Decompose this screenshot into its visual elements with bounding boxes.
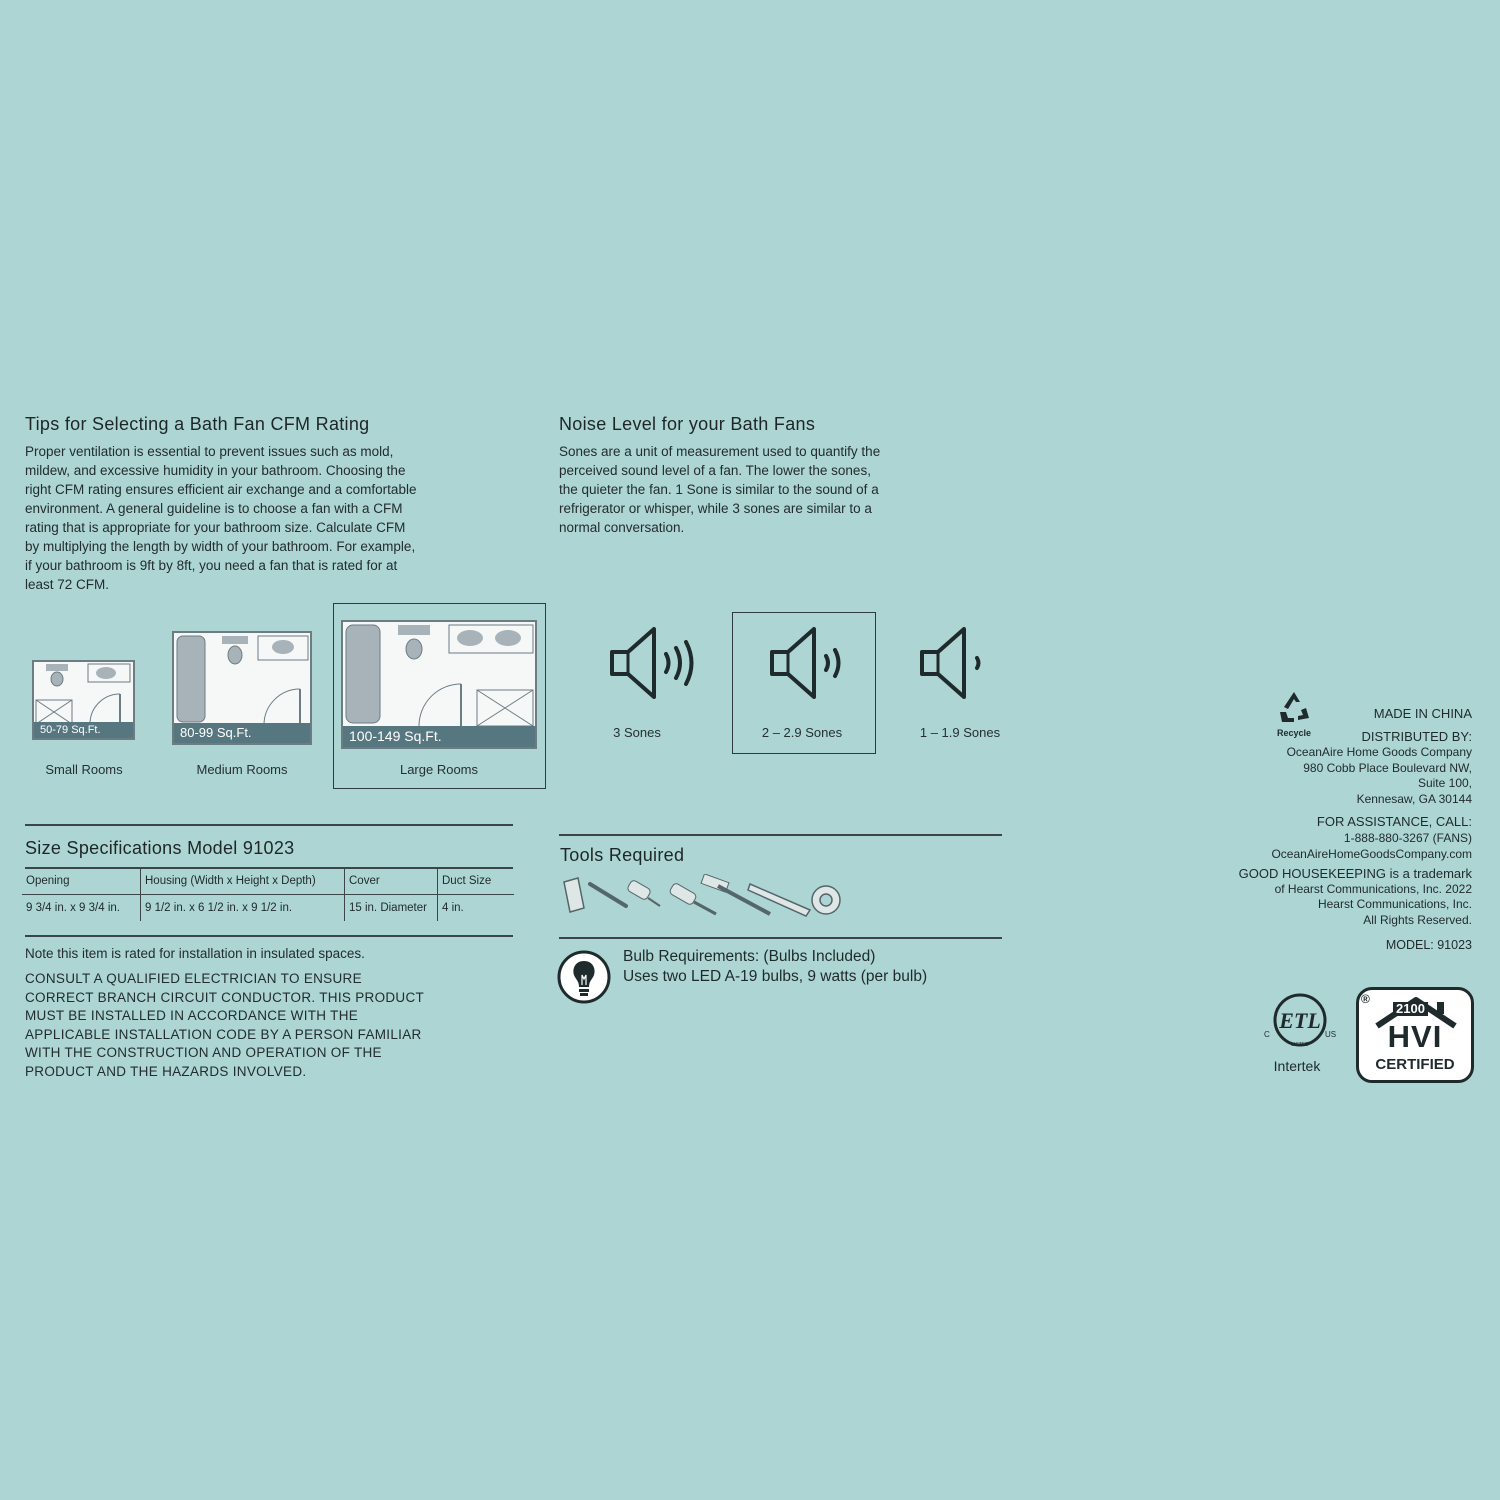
- flat-screwdriver-icon: [626, 879, 660, 906]
- large-room-plan: [341, 620, 537, 749]
- speaker-loud-icon: [608, 626, 700, 700]
- trademark-line: Hearst Communications, Inc.: [1317, 897, 1472, 911]
- model-number: MODEL: 91023: [1385, 938, 1472, 952]
- warning-line: PRODUCT AND THE HAZARDS INVOLVED.: [25, 1063, 307, 1079]
- screwdriver-icon: [590, 884, 626, 906]
- wire-stripper-icon: [748, 884, 810, 916]
- noise-line: refrigerator or whisper, while 3 sones are similar to a: [559, 501, 872, 516]
- company-name: OceanAire Home Goods Company: [1286, 745, 1472, 759]
- bulb-icon: [556, 949, 612, 1005]
- trademark-line: of Hearst Communications, Inc. 2022: [1274, 881, 1472, 896]
- intertek-label: Intertek: [1273, 1058, 1321, 1074]
- etl-listed-logo: [1262, 990, 1338, 1054]
- hvi-number: 2100: [1393, 1002, 1428, 1016]
- room-range: 100-149 Sq.Ft.: [343, 726, 535, 747]
- cfm-line: if your bathroom is 9ft by 8ft, you need a fan that is rated for at: [25, 558, 398, 573]
- electrical-tape-icon: [812, 886, 840, 914]
- made-in: MADE IN CHINA: [1373, 706, 1472, 721]
- noise-paragraph: [559, 442, 979, 537]
- insulation-note: Note this item is rated for installation in insulated spaces.: [25, 946, 365, 961]
- etl-listed: LISTED: [1291, 1042, 1309, 1048]
- spec-header: Housing (Width x Height x Depth): [141, 868, 345, 895]
- assistance-label: FOR ASSISTANCE, CALL:: [1316, 814, 1472, 829]
- distributor-info: [1287, 745, 1472, 807]
- divider: [25, 935, 513, 937]
- hvi-registered: ®: [1361, 992, 1370, 1006]
- phone-number: 1-888-880-3267 (FANS): [1343, 831, 1472, 845]
- warning-line: CONSULT A QUALIFIED ELECTRICIAN TO ENSURE: [25, 971, 362, 986]
- large-room-drawing: [343, 622, 535, 728]
- warning-line: CORRECT BRANCH CIRCUIT CONDUCTOR. THIS PRODUCT: [25, 989, 425, 1005]
- cfm-line: environment. A general guideline is to choose a fan with a CFM: [25, 501, 403, 516]
- contact-info: [1271, 831, 1472, 862]
- small-room-plan: [32, 660, 135, 740]
- sone-label: 2 – 2.9 Sones: [761, 725, 843, 740]
- spec-table: [22, 868, 514, 921]
- website: OceanAireHomeGoodsCompany.com: [1271, 846, 1472, 861]
- speaker-medium-icon: [768, 626, 848, 700]
- cfm-line: Proper ventilation is essential to prevent issues such as mold,: [25, 444, 394, 459]
- hvi-certified-logo: [1356, 987, 1474, 1083]
- divider: [559, 834, 1002, 836]
- cfm-line: right CFM rating ensures efficient air exchange and a comfortable: [25, 482, 417, 497]
- medium-room-plan: [172, 631, 312, 745]
- cfm-paragraph: [25, 442, 495, 594]
- hvi-name: HVI: [1387, 1019, 1443, 1054]
- cfm-line: least 72 CFM.: [25, 577, 110, 592]
- hvi-certified: CERTIFIED: [1375, 1056, 1455, 1073]
- address-line: Kennesaw, GA 30144: [1356, 791, 1472, 806]
- warning-line: WITH THE CONSTRUCTION AND OPERATION OF THE: [25, 1045, 382, 1060]
- distributed-by: DISTRIBUTED BY:: [1361, 729, 1472, 744]
- spec-value: 9 1/2 in. x 6 1/2 in. x 9 1/2 in.: [141, 895, 345, 922]
- spec-header: Opening: [22, 868, 141, 895]
- warning-line: MUST BE INSTALLED IN ACCORDANCE WITH THE: [25, 1008, 359, 1023]
- noise-line: perceived sound level of a fan. The lower the sones,: [559, 463, 871, 478]
- cfm-line: mildew, and excessive humidity in your bathroom. Choosing the: [25, 463, 406, 478]
- small-room-drawing: [34, 662, 133, 724]
- sone-label: 1 – 1.9 Sones: [919, 725, 1001, 740]
- etl-c: C: [1264, 1030, 1270, 1039]
- cfm-line: by multiplying the length by width of your bathroom. For example,: [25, 539, 416, 554]
- sone-label: 3 Sones: [613, 725, 661, 740]
- address-line: 980 Cobb Place Boulevard NW,: [1303, 760, 1472, 775]
- room-range: 80-99 Sq.Ft.: [174, 723, 310, 743]
- spec-value: 4 in.: [442, 902, 464, 914]
- trademark-info: [1239, 866, 1472, 928]
- spec-header: Duct Size: [438, 868, 515, 895]
- spec-value: 15 in. Diameter: [345, 895, 438, 922]
- recycle-icon: [1276, 690, 1312, 724]
- bulb-requirements: [623, 947, 927, 987]
- speaker-low-icon: [918, 626, 988, 700]
- divider: [559, 937, 1002, 939]
- room-label: Large Rooms: [399, 762, 479, 777]
- spec-header-row: [22, 868, 514, 895]
- warning-line: APPLICABLE INSTALLATION CODE BY A PERSON FAMILIAR: [25, 1026, 422, 1042]
- noise-line: Sones are a unit of measurement used to quantify the: [559, 444, 881, 459]
- etl-us: US: [1325, 1030, 1337, 1039]
- wire-nut-icon: [564, 878, 584, 912]
- spec-value: 9 3/4 in. x 9 3/4 in.: [22, 895, 141, 922]
- room-label: Medium Rooms: [196, 762, 288, 777]
- svg-text:ETL: ETL: [1279, 1008, 1321, 1033]
- cfm-line: rating that is appropriate for your bathroom size. Calculate CFM: [25, 520, 406, 535]
- trademark-line: GOOD HOUSEKEEPING is a trademark: [1238, 866, 1472, 881]
- medium-room-drawing: [174, 633, 310, 725]
- recycle-label: Recycle: [1276, 728, 1312, 738]
- spec-value-row: [22, 895, 514, 922]
- spec-header: Cover: [345, 868, 438, 895]
- trademark-line: All Rights Reserved.: [1363, 912, 1472, 927]
- noise-line: the quieter the fan. 1 Sone is similar to the sound of a: [559, 482, 879, 497]
- noise-line: normal conversation.: [559, 520, 685, 535]
- room-range: 50-79 Sq.Ft.: [34, 722, 133, 738]
- room-label: Small Rooms: [45, 762, 123, 777]
- specs-title: Size Specifications Model 91023: [25, 838, 295, 858]
- phillips-screwdriver-icon: [669, 882, 716, 914]
- bulb-line: Uses two LED A-19 bulbs, 9 watts (per bulb): [623, 968, 928, 985]
- address-line: Suite 100,: [1417, 776, 1472, 790]
- noise-title: Noise Level for your Bath Fans: [559, 414, 816, 434]
- tools-illustration: [560, 874, 850, 922]
- divider: [25, 824, 513, 826]
- electrician-warning: [25, 970, 495, 1081]
- bulb-line: Bulb Requirements: (Bulbs Included): [623, 948, 876, 965]
- tools-title: Tools Required: [560, 845, 685, 865]
- cfm-title: Tips for Selecting a Bath Fan CFM Rating: [25, 414, 370, 434]
